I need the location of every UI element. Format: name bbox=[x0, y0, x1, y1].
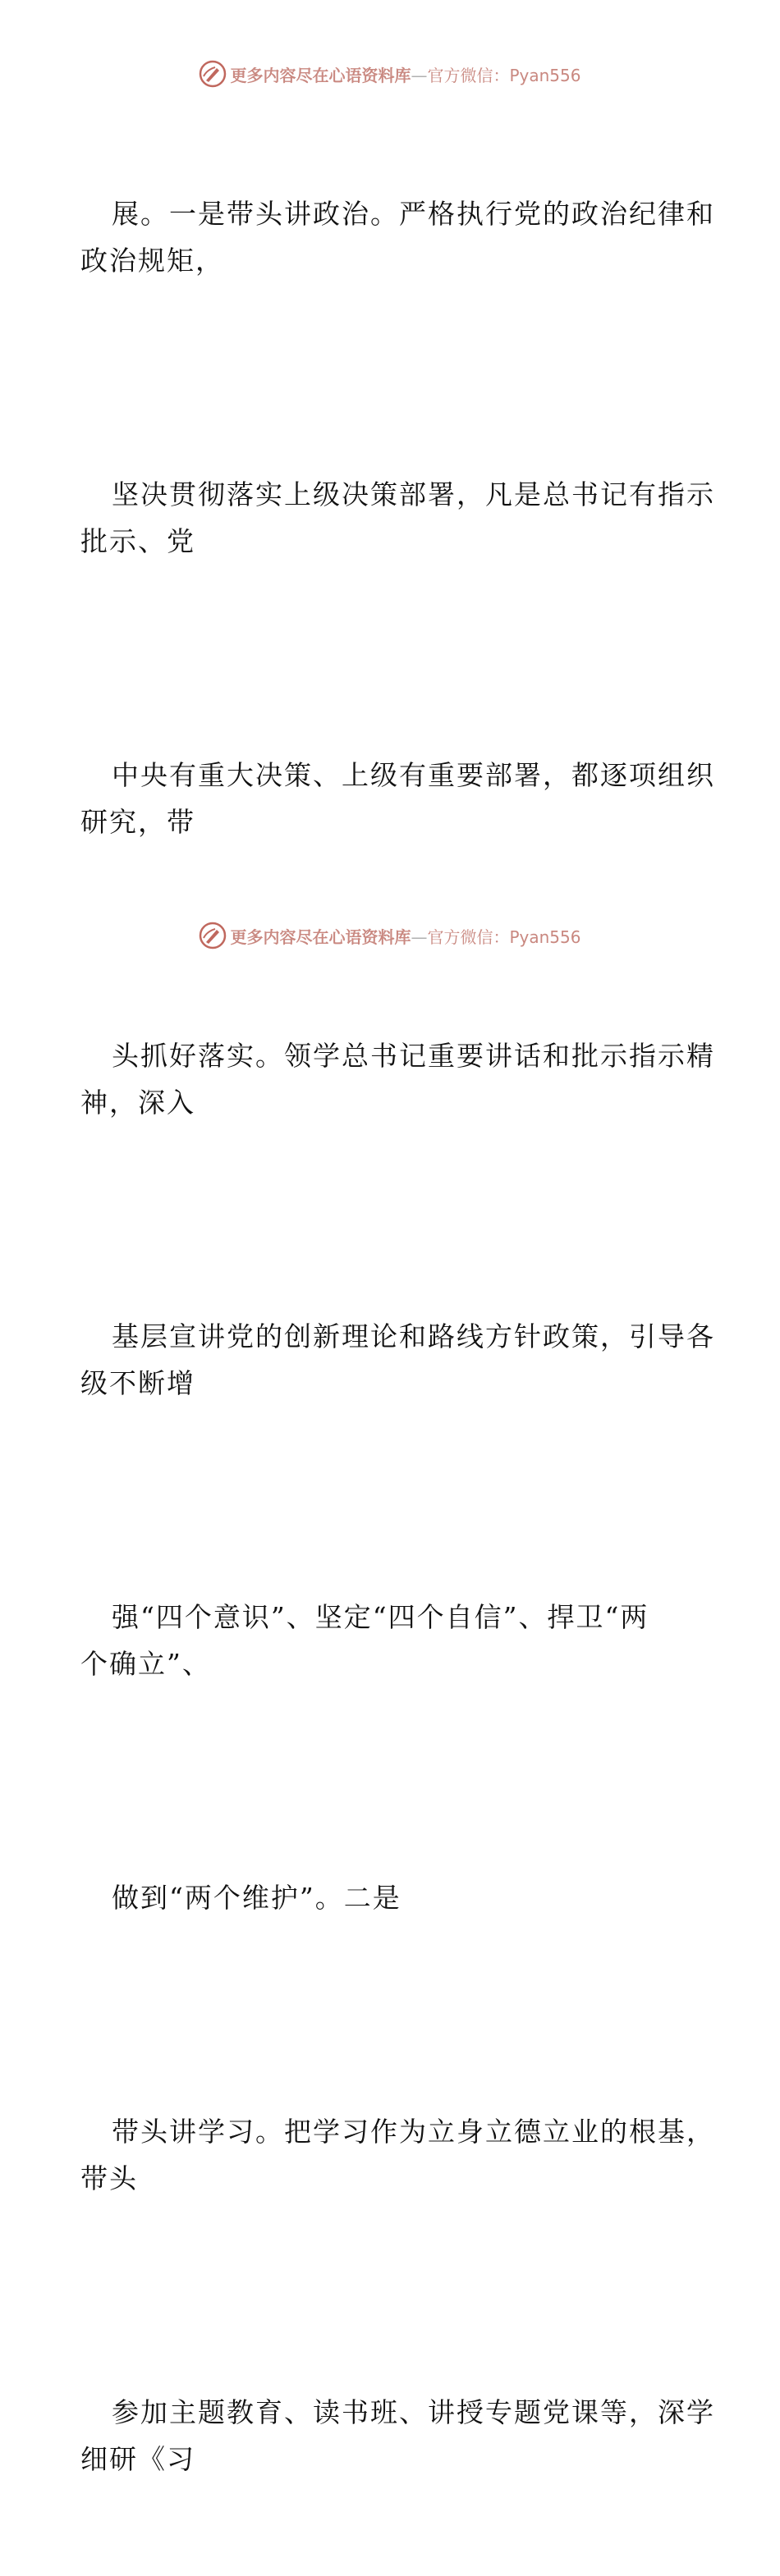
watermark-banner-bottom bbox=[0, 919, 780, 952]
watermark-banner-top bbox=[0, 57, 780, 90]
watermark-text: 更多内容尽在心语资料库—官方微信：Pyan556 bbox=[230, 927, 581, 947]
text-line: 带头 bbox=[80, 2162, 138, 2194]
pen-logo-icon bbox=[199, 922, 227, 949]
paragraph bbox=[80, 377, 721, 658]
paragraph bbox=[80, 97, 721, 377]
paragraph bbox=[80, 2295, 721, 2576]
text-line: 展。一是带头讲政治。严格执行党的政治纪律和 bbox=[112, 198, 715, 230]
watermark-text: 更多内容尽在心语资料库—官方微信：Pyan556 bbox=[230, 65, 581, 85]
text-line: 强“四个意识”、坚定“四个自信”、捍卫“两 bbox=[112, 1601, 649, 1633]
text-line: 批示、党 bbox=[80, 525, 195, 557]
paragraph bbox=[80, 658, 721, 939]
pen-logo-icon bbox=[199, 60, 227, 88]
paragraph bbox=[80, 939, 721, 1219]
text-line: 研究，带 bbox=[80, 806, 195, 838]
document-body bbox=[80, 97, 721, 2576]
text-line: 政治规矩， bbox=[80, 245, 224, 277]
text-line: 细研《习 bbox=[80, 2443, 195, 2475]
text-line: 参加主题教育、读书班、讲授专题党课等，深学 bbox=[112, 2396, 715, 2428]
paragraph bbox=[80, 1500, 721, 1781]
text-line: 基层宣讲党的创新理论和路线方针政策，引导各 bbox=[112, 1320, 715, 1352]
paragraph bbox=[80, 2015, 721, 2295]
text-line: 中央有重大决策、上级有重要部署，都逐项组织 bbox=[112, 759, 715, 791]
text-line: 做到“两个维护”。二是 bbox=[112, 1882, 401, 1914]
text-line: 个确立”、 bbox=[80, 1648, 211, 1680]
text-line: 带头讲学习。把学习作为立身立德立业的根基， bbox=[112, 2116, 715, 2148]
paragraph bbox=[80, 1219, 721, 1500]
text-line: 坚决贯彻落实上级决策部署，凡是总书记有指示 bbox=[112, 478, 715, 510]
text-line: 头抓好落实。领学总书记重要讲话和批示指示精 bbox=[112, 1040, 715, 1072]
text-line: 神，深入 bbox=[80, 1087, 195, 1119]
text-line: 级不断增 bbox=[80, 1367, 195, 1399]
paragraph bbox=[80, 1781, 721, 2015]
